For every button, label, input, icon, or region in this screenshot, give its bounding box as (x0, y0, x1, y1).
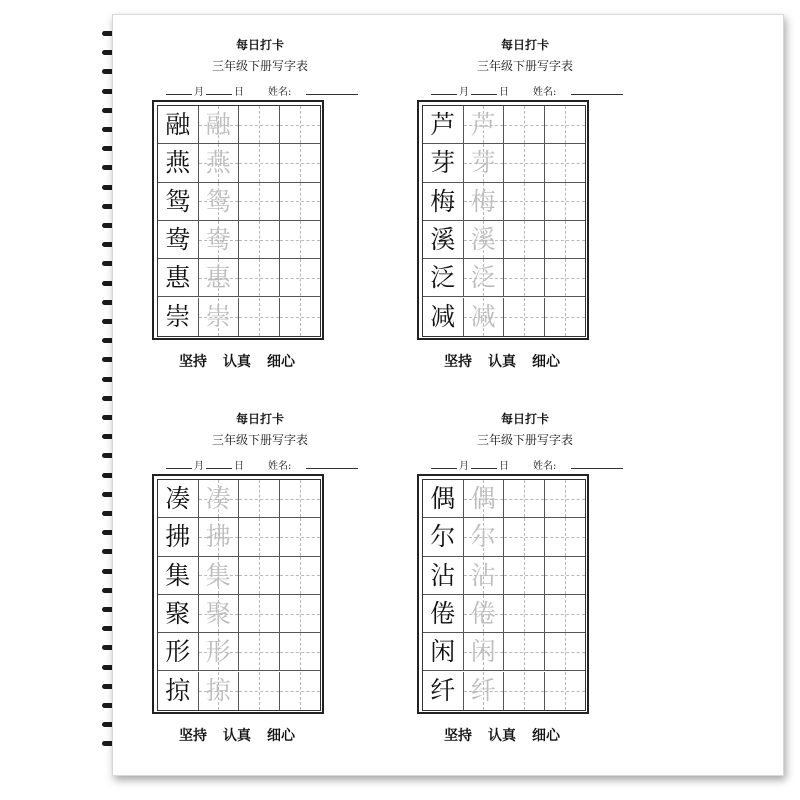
writing-cell[interactable] (239, 259, 280, 297)
guide-line-vertical (259, 557, 260, 594)
guide-line-vertical (300, 221, 301, 258)
motto-word: 细心 (267, 728, 295, 744)
day-label: 日 (499, 87, 509, 98)
writing-cell (158, 480, 199, 518)
writing-cell (464, 221, 505, 259)
guide-line-vertical (300, 480, 301, 517)
model-character: 鸳 (165, 186, 191, 216)
guide-line-vertical (259, 144, 260, 181)
date-name-line (415, 457, 635, 471)
writing-cell[interactable] (280, 595, 321, 633)
writing-cell (158, 259, 199, 297)
guide-line-vertical (565, 298, 566, 336)
guide-line-vertical (565, 183, 566, 220)
writing-cell[interactable] (239, 221, 280, 259)
writing-cell (199, 633, 240, 671)
writing-cell[interactable] (504, 144, 545, 182)
writing-cell[interactable] (239, 595, 280, 633)
name-label: 姓名: (533, 87, 557, 98)
writing-cell[interactable] (545, 480, 586, 518)
model-character: 尔 (430, 522, 456, 552)
name-label: 姓名: (268, 461, 292, 472)
guide-line-vertical (565, 557, 566, 594)
model-character: 燕 (165, 148, 191, 178)
trace-character: 燕 (205, 148, 231, 178)
worksheet-title: 每日打卡 (500, 412, 549, 426)
motto-line (150, 725, 324, 745)
writing-cell[interactable] (504, 259, 545, 297)
writing-cell[interactable] (504, 106, 545, 144)
writing-cell[interactable] (545, 557, 586, 595)
writing-cell (199, 183, 240, 221)
guide-line-vertical (524, 106, 525, 143)
writing-grid (152, 474, 324, 714)
motto-word: 坚持 (444, 354, 472, 370)
writing-cell[interactable] (504, 672, 545, 710)
guide-line-vertical (259, 259, 260, 296)
guide-line-vertical (565, 259, 566, 296)
writing-cell (464, 672, 505, 710)
name-label: 姓名: (533, 461, 557, 472)
guide-line-vertical (300, 298, 301, 336)
motto-line (415, 725, 589, 745)
writing-cell (423, 595, 464, 633)
guide-line-vertical (300, 183, 301, 220)
guide-line-vertical (259, 298, 260, 336)
trace-character: 融 (205, 110, 231, 139)
writing-cell (423, 221, 464, 259)
model-character: 聚 (165, 598, 191, 628)
trace-character: 芽 (470, 148, 496, 178)
writing-cell[interactable] (239, 518, 280, 556)
month-blank[interactable] (431, 83, 457, 95)
day-label: 日 (499, 461, 509, 472)
worksheet-title: 每日打卡 (500, 38, 549, 52)
writing-cell (423, 183, 464, 221)
guide-line-vertical (259, 221, 260, 258)
name-label: 姓名: (268, 87, 292, 98)
writing-cell (199, 518, 240, 556)
writing-cell[interactable] (280, 183, 321, 221)
guide-line-vertical (259, 106, 260, 143)
guide-line-vertical (565, 595, 566, 632)
writing-cell (199, 106, 240, 144)
guide-line-vertical (300, 518, 301, 555)
writing-cell[interactable] (504, 183, 545, 221)
day-blank[interactable] (206, 83, 232, 95)
writing-cell (199, 144, 240, 182)
model-character: 纤 (430, 675, 456, 705)
trace-character: 崇 (205, 301, 231, 331)
guide-line-vertical (300, 144, 301, 181)
writing-cell[interactable] (239, 106, 280, 144)
writing-grid (417, 474, 589, 714)
writing-cell (199, 595, 240, 633)
writing-cell[interactable] (280, 106, 321, 144)
worksheet-subtitle: 三年级下册写字表 (476, 433, 573, 447)
guide-line-vertical (524, 518, 525, 555)
model-character: 凑 (165, 484, 191, 513)
guide-line-vertical (259, 480, 260, 517)
writing-cell (464, 298, 505, 336)
writing-cell (199, 672, 240, 710)
trace-character: 纤 (470, 675, 496, 705)
trace-character: 芦 (470, 110, 496, 139)
writing-cell[interactable] (280, 480, 321, 518)
guide-line-vertical (565, 480, 566, 517)
guide-line-vertical (524, 672, 525, 710)
worksheet-subtitle: 三年级下册写字表 (211, 59, 308, 73)
month-label: 月 (194, 87, 204, 98)
trace-character: 倦 (470, 598, 496, 628)
trace-character: 梅 (470, 186, 496, 216)
model-character: 闲 (430, 637, 456, 667)
worksheet-subtitle: 三年级下册写字表 (211, 433, 308, 447)
writing-cell (423, 106, 464, 144)
writing-cell (158, 633, 199, 671)
guide-line-vertical (259, 595, 260, 632)
model-character: 倦 (430, 598, 456, 628)
month-blank[interactable] (431, 457, 457, 469)
model-character: 芽 (430, 148, 456, 178)
writing-cell[interactable] (504, 518, 545, 556)
guide-line-vertical (565, 221, 566, 258)
guide-line-vertical (565, 144, 566, 181)
name-blank[interactable] (571, 83, 623, 95)
guide-line-vertical (300, 259, 301, 296)
worksheet-card (415, 408, 635, 753)
writing-cell (464, 106, 505, 144)
writing-cell[interactable] (239, 144, 280, 182)
writing-cell[interactable] (239, 183, 280, 221)
writing-cell (423, 672, 464, 710)
motto-word: 细心 (532, 354, 560, 370)
worksheet-subtitle: 三年级下册写字表 (476, 59, 573, 73)
guide-line-vertical (524, 298, 525, 336)
guide-line-vertical (524, 595, 525, 632)
month-label: 月 (459, 461, 469, 472)
date-name-line (150, 457, 370, 471)
writing-cell[interactable] (545, 298, 586, 336)
date-name-line (150, 83, 370, 97)
guide-line-vertical (300, 672, 301, 710)
writing-cell (158, 144, 199, 182)
writing-cell[interactable] (545, 633, 586, 671)
trace-character: 鸯 (205, 224, 231, 254)
writing-cell[interactable] (280, 144, 321, 182)
trace-character: 掠 (205, 675, 231, 705)
model-character: 芦 (430, 110, 456, 139)
writing-cell (423, 633, 464, 671)
writing-cell (158, 183, 199, 221)
guide-line-vertical (300, 106, 301, 143)
writing-cell (199, 298, 240, 336)
writing-cell (199, 557, 240, 595)
model-character: 形 (165, 637, 191, 667)
date-name-line (415, 83, 635, 97)
worksheet-card (150, 408, 370, 753)
writing-cell[interactable] (239, 480, 280, 518)
writing-cell[interactable] (239, 298, 280, 336)
writing-cell (158, 595, 199, 633)
motto-word: 认真 (223, 728, 251, 744)
guide-line-vertical (259, 183, 260, 220)
worksheet-card (415, 34, 635, 379)
writing-cell[interactable] (545, 595, 586, 633)
writing-cell (423, 518, 464, 556)
model-character: 拂 (165, 522, 191, 552)
guide-line-vertical (259, 672, 260, 710)
writing-cell[interactable] (545, 144, 586, 182)
writing-cell[interactable] (504, 557, 545, 595)
day-blank[interactable] (471, 457, 497, 469)
motto-word: 坚持 (444, 728, 472, 744)
model-character: 梅 (430, 186, 456, 216)
writing-cell[interactable] (280, 557, 321, 595)
trace-character: 凑 (205, 484, 231, 513)
month-label: 月 (194, 461, 204, 472)
writing-cell (423, 298, 464, 336)
trace-character: 尔 (470, 522, 496, 552)
writing-cell[interactable] (545, 221, 586, 259)
guide-line-vertical (524, 480, 525, 517)
name-blank[interactable] (306, 457, 358, 469)
trace-character: 惠 (205, 263, 231, 293)
guide-line-vertical (259, 518, 260, 555)
writing-cell (199, 221, 240, 259)
writing-cell[interactable] (280, 298, 321, 336)
motto-word: 坚持 (179, 728, 207, 744)
writing-cell[interactable] (280, 518, 321, 556)
guide-line-vertical (524, 144, 525, 181)
guide-line-vertical (524, 633, 525, 670)
month-blank[interactable] (166, 83, 192, 95)
writing-cell[interactable] (545, 259, 586, 297)
writing-cell (464, 183, 505, 221)
motto-word: 认真 (223, 354, 251, 370)
guide-line-vertical (565, 518, 566, 555)
writing-cell (158, 106, 199, 144)
motto-word: 认真 (488, 354, 516, 370)
writing-cell[interactable] (239, 557, 280, 595)
day-blank[interactable] (206, 457, 232, 469)
name-blank[interactable] (571, 457, 623, 469)
writing-cell[interactable] (239, 672, 280, 710)
writing-cell[interactable] (504, 221, 545, 259)
grid-inner-frame (157, 105, 321, 337)
writing-cell (423, 259, 464, 297)
writing-cell[interactable] (504, 298, 545, 336)
day-label: 日 (234, 461, 244, 472)
writing-cell (158, 221, 199, 259)
day-label: 日 (234, 87, 244, 98)
writing-cell (464, 144, 505, 182)
guide-line-vertical (565, 106, 566, 143)
writing-cell (158, 298, 199, 336)
guide-line-vertical (524, 183, 525, 220)
trace-character: 沾 (470, 560, 496, 590)
worksheet-title: 每日打卡 (235, 412, 284, 426)
writing-cell[interactable] (545, 518, 586, 556)
writing-cell (464, 557, 505, 595)
grid-inner-frame (422, 105, 586, 337)
grid-inner-frame (157, 479, 321, 711)
model-character: 融 (165, 110, 191, 139)
grid-inner-frame (422, 479, 586, 711)
guide-line-vertical (524, 557, 525, 594)
worksheet-card (150, 34, 370, 379)
writing-cell (464, 518, 505, 556)
motto-word: 细心 (532, 728, 560, 744)
writing-cell[interactable] (545, 672, 586, 710)
model-character: 溪 (430, 224, 456, 254)
motto-word: 坚持 (179, 354, 207, 370)
trace-character: 溪 (470, 224, 496, 254)
writing-cell (158, 557, 199, 595)
writing-cell[interactable] (280, 221, 321, 259)
writing-cell (464, 259, 505, 297)
motto-word: 认真 (488, 728, 516, 744)
day-blank[interactable] (471, 83, 497, 95)
writing-cell (158, 672, 199, 710)
writing-cell[interactable] (239, 633, 280, 671)
trace-character: 泛 (470, 263, 496, 293)
trace-character: 拂 (205, 522, 231, 552)
writing-cell (199, 480, 240, 518)
guide-line-vertical (524, 221, 525, 258)
model-character: 减 (430, 301, 456, 331)
trace-character: 偶 (470, 484, 496, 513)
writing-cell[interactable] (545, 106, 586, 144)
guide-line-vertical (300, 633, 301, 670)
motto-line (415, 351, 589, 371)
month-label: 月 (459, 87, 469, 98)
writing-cell (464, 633, 505, 671)
model-character: 集 (165, 560, 191, 590)
writing-cell[interactable] (280, 633, 321, 671)
writing-cell[interactable] (280, 259, 321, 297)
writing-cell[interactable] (545, 183, 586, 221)
writing-cell[interactable] (504, 595, 545, 633)
model-character: 鸯 (165, 224, 191, 254)
writing-cell (423, 557, 464, 595)
writing-cell[interactable] (504, 633, 545, 671)
writing-cell (158, 518, 199, 556)
trace-character: 聚 (205, 598, 231, 628)
writing-cell (423, 144, 464, 182)
writing-cell (464, 480, 505, 518)
month-blank[interactable] (166, 457, 192, 469)
model-character: 沾 (430, 560, 456, 590)
model-character: 惠 (165, 263, 191, 293)
guide-line-vertical (300, 595, 301, 632)
writing-cell (464, 595, 505, 633)
trace-character: 鸳 (205, 186, 231, 216)
trace-character: 减 (470, 301, 496, 331)
model-character: 崇 (165, 301, 191, 331)
motto-line (150, 351, 324, 371)
worksheet-title: 每日打卡 (235, 38, 284, 52)
guide-line-vertical (300, 557, 301, 594)
writing-cell[interactable] (280, 672, 321, 710)
name-blank[interactable] (306, 83, 358, 95)
trace-character: 形 (205, 637, 231, 667)
writing-cell[interactable] (504, 480, 545, 518)
guide-line-vertical (565, 672, 566, 710)
trace-character: 集 (205, 560, 231, 590)
writing-grid (417, 100, 589, 340)
model-character: 泛 (430, 263, 456, 293)
guide-line-vertical (565, 633, 566, 670)
guide-line-vertical (524, 259, 525, 296)
trace-character: 闲 (470, 637, 496, 667)
model-character: 掠 (165, 675, 191, 705)
guide-line-vertical (259, 633, 260, 670)
writing-cell (199, 259, 240, 297)
writing-cell (423, 480, 464, 518)
motto-word: 细心 (267, 354, 295, 370)
model-character: 偶 (430, 484, 456, 513)
writing-grid (152, 100, 324, 340)
